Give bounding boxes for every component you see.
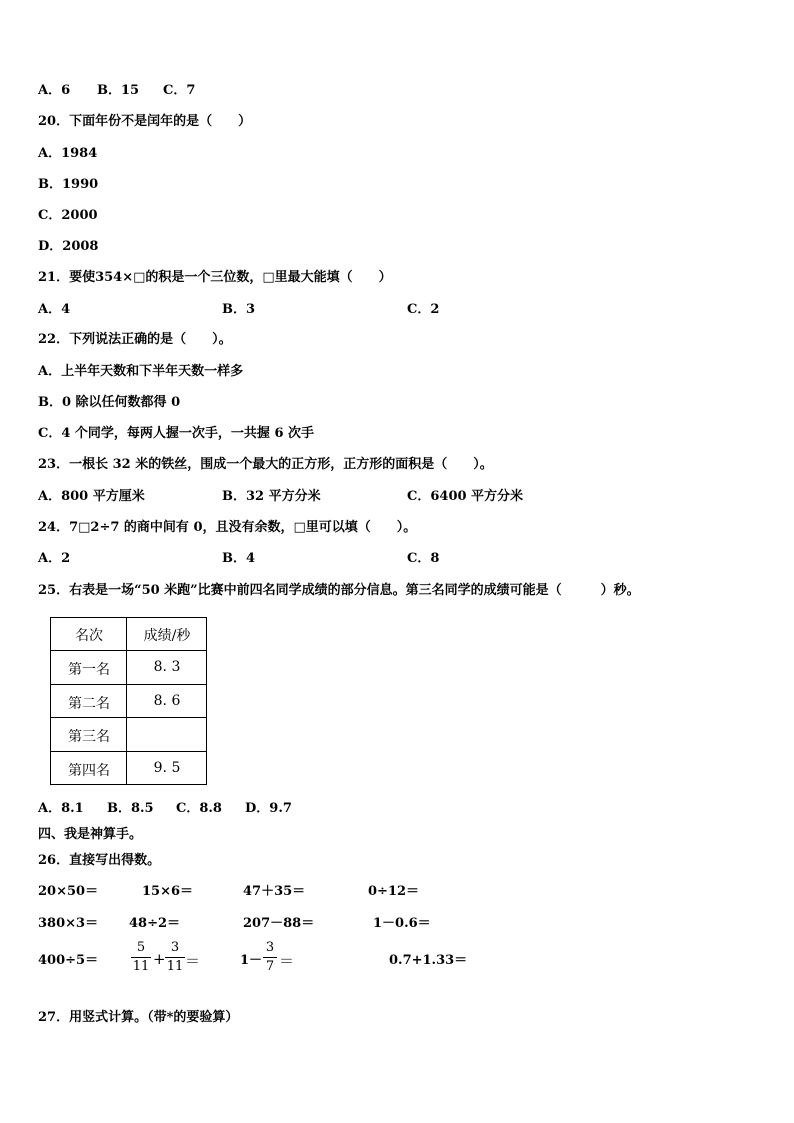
q25-option-a: A．8.1: [38, 801, 84, 816]
q21-stem: 21．要使354×□的积是一个三位数，□里最大能填（ ）: [38, 270, 392, 285]
q20-option-c: C．2000: [38, 208, 98, 223]
q20-option-a: A．1984: [38, 146, 98, 161]
equals-sign: ＝: [185, 952, 201, 970]
q26-expr: 20×50＝: [38, 884, 99, 899]
q23-option-a: A．800 平方厘米: [38, 489, 145, 504]
table-cell-rank: 第三名: [68, 729, 110, 745]
q19-option-a: A．6: [38, 83, 71, 98]
q26-expr: 1－: [240, 953, 263, 968]
table-cell-rank: 第四名: [68, 763, 110, 779]
table-cell-time: 8. 6: [153, 693, 181, 709]
q25-option-b: B．8.5: [107, 801, 154, 816]
q25-option-c: C．8.8: [176, 801, 222, 816]
q19-option-c: C．7: [163, 83, 196, 98]
table-header-time: 成绩/秒: [143, 628, 191, 644]
equals-sign: ＝: [279, 952, 295, 970]
q26-expr: 0.7+1.33＝: [389, 953, 468, 968]
q26-expr: 207－88＝: [243, 916, 315, 931]
table-cell-time: 9. 5: [153, 760, 181, 776]
q19-option-b: B．15: [97, 83, 140, 98]
q26-stem: 26．直接写出得数。: [38, 853, 161, 868]
table-cell-rank: 第一名: [68, 662, 110, 678]
fraction: 5 11: [132, 940, 150, 974]
q24-option-c: C．8: [407, 551, 440, 566]
q24-stem: 24．7□2÷7 的商中间有 0，且没有余数，□里可以填（ ）。: [38, 520, 417, 535]
q24-option-a: A．2: [38, 551, 71, 566]
q21-option-a: A．4: [38, 302, 71, 317]
q26-expr: 380×3＝: [38, 916, 99, 931]
q26-expr: 1－0.6＝: [373, 916, 431, 931]
q25-stem: 25．右表是一场“50 米跑”比赛中前四名同学成绩的部分信息。第三名同学的成绩可能是（ ）秒。: [38, 583, 640, 598]
section-heading: 四、我是神算手。: [38, 827, 143, 842]
q26-expr: 48÷2＝: [129, 916, 181, 931]
q26-expr: 400÷5＝: [38, 953, 99, 968]
table-cell-time: 8. 3: [153, 659, 181, 675]
q22-option-b: B．0 除以任何数都得 0: [38, 395, 181, 410]
table-cell-rank: 第二名: [68, 696, 110, 712]
fraction: 3 11: [166, 940, 184, 974]
q26-expr: 15×6＝: [142, 884, 194, 899]
q22-option-a: A．上半年天数和下半年天数一样多: [38, 364, 244, 379]
q23-option-c: C．6400 平方分米: [407, 489, 524, 504]
q27-stem: 27．用竖式计算。（带*的要验算）: [38, 1010, 239, 1025]
q26-expr: 47＋35＝: [243, 884, 306, 899]
q22-stem: 22．下列说法正确的是（ ）。: [38, 332, 232, 347]
fraction: 3 7: [263, 940, 277, 975]
q23-stem: 23．一根长 32 米的铁丝，围成一个最大的正方形，正方形的面积是（ ）。: [38, 457, 493, 472]
q20-stem: 20．下面年份不是闰年的是（ ）: [38, 114, 252, 129]
q20-option-b: B．1990: [38, 177, 99, 192]
table-header-rank: 名次: [75, 628, 103, 644]
q25-option-d: D．9.7: [245, 801, 292, 816]
q23-option-b: B．32 平方分米: [222, 489, 321, 504]
q26-expr: 0÷12＝: [368, 884, 420, 899]
q24-option-b: B．4: [222, 551, 256, 566]
q22-option-c: C．4 个同学，每两人握一次手，一共握 6 次手: [38, 426, 315, 441]
q21-option-b: B．3: [222, 302, 256, 317]
plus-sign: +: [153, 950, 166, 968]
q20-option-d: D．2008: [38, 239, 99, 254]
q21-option-c: C．2: [407, 302, 440, 317]
